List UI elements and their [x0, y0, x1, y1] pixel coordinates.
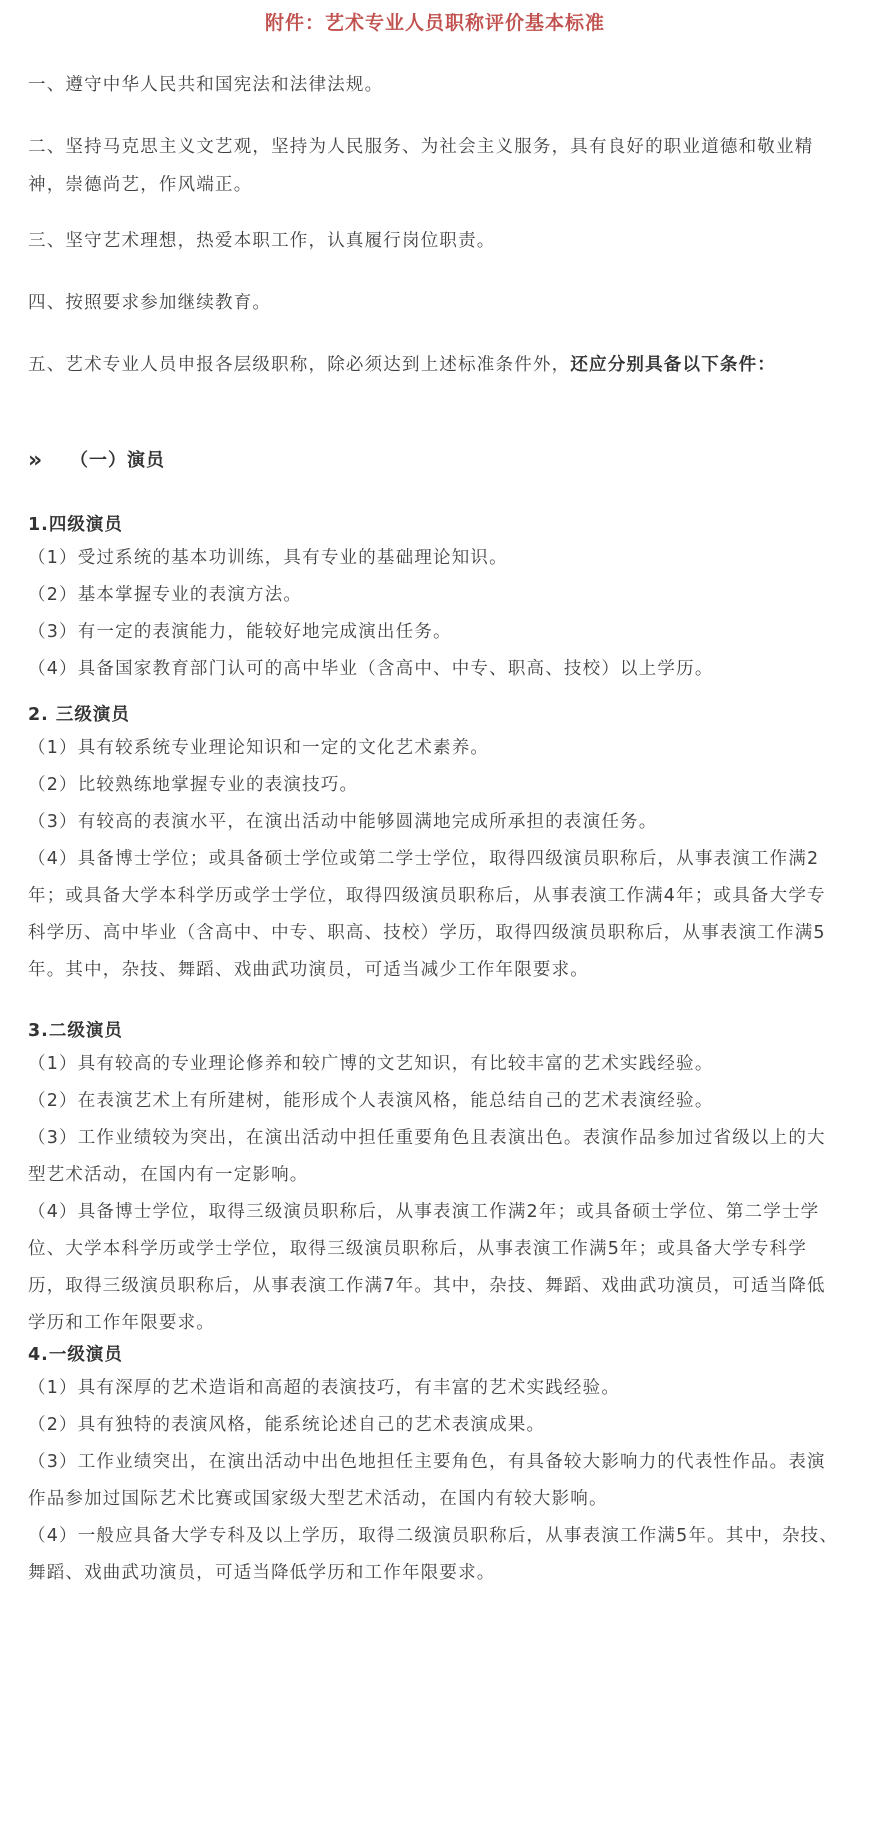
standard-1: 一、遵守中华人民共和国宪法和法律法规。	[28, 75, 384, 95]
document-title: 附件：艺术专业人员职称评价基本标准	[264, 12, 605, 34]
level-heading-2: 3.二级演员	[28, 1021, 123, 1041]
standard-4: 四、按照要求参加继续教育。	[28, 293, 272, 313]
list-item: （3）工作业绩突出，在演出活动中出色地担任主要角色，有具备较大影响力的代表性作品。表演作品参加过国际艺术比赛或国家级大型艺术活动，在国内有较大影响。	[28, 1452, 826, 1509]
level-1-list	[28, 1370, 840, 1592]
double-chevron-right-icon: »	[28, 448, 44, 473]
list-item: （3）工作业绩较为突出，在演出活动中担任重要角色且表演出色。表演作品参加过省级以上的大型艺术活动，在国内有一定影响。	[28, 1128, 826, 1185]
list-item: （2）比较熟练地掌握专业的表演技巧。	[28, 775, 359, 795]
list-item: （1）具有较高的专业理论修养和较广博的文艺知识，有比较丰富的艺术实践经验。	[28, 1054, 714, 1074]
list-item: （2）基本掌握专业的表演方法。	[28, 585, 303, 605]
list-item: （4）具备博士学位；或具备硕士学位或第二学士学位，取得四级演员职称后，从事表演工作满2年；或具备大学本科学历或学士学位，取得四级演员职称后，从事表演工作满4年；或具备大学专科学历、高中毕业（含高中、中专、职高、技校）学历，取得四级演员职称后，从事表演工作满5年。其中，杂技、舞蹈、戏曲武功演员，可适当减少工作年限要求。	[28, 849, 826, 980]
list-item: （3）有一定的表演能力，能较好地完成演出任务。	[28, 622, 452, 642]
level-heading-1: 4.一级演员	[28, 1345, 123, 1365]
list-item: （2）在表演艺术上有所建树，能形成个人表演风格，能总结自己的艺术表演经验。	[28, 1091, 714, 1111]
level-heading-3: 2. 三级演员	[28, 705, 130, 725]
list-item: （4）具备国家教育部门认可的高中毕业（含高中、中专、职高、技校）以上学历。	[28, 659, 714, 679]
standard-3: 三、坚守艺术理想，热爱本职工作，认真履行岗位职责。	[28, 231, 496, 251]
list-item: （1）受过系统的基本功训练，具有专业的基础理论知识。	[28, 548, 508, 568]
standard-5	[28, 346, 840, 384]
standard-2: 二、坚持马克思主义文艺观，坚持为人民服务、为社会主义服务，具有良好的职业道德和敬业精神，崇德尚艺，作风端正。	[28, 137, 814, 195]
list-item: （1）具有较系统专业理论知识和一定的文化艺术素养。	[28, 738, 490, 758]
list-item: （3）有较高的表演水平，在演出活动中能够圆满地完成所承担的表演任务。	[28, 812, 658, 832]
level-2-list	[28, 1046, 840, 1342]
standard-5-text: 五、艺术专业人员申报各层级职称，除必须达到上述标准条件外，	[28, 355, 571, 375]
list-item: （4）具备博士学位，取得三级演员职称后，从事表演工作满2年；或具备硕士学位、第二学士学位、大学本科学历或学士学位，取得三级演员职称后，从事表演工作满5年；或具备大学专科学历，取得三级演员职称后，从事表演工作满7年。其中，杂技、舞蹈、戏曲武功演员，可适当降低学历和工作年限要求。	[28, 1202, 826, 1333]
section-label: （一）演员	[70, 450, 165, 471]
section-heading-actor	[28, 442, 165, 480]
level-3-list	[28, 730, 840, 989]
level-4-list	[28, 540, 840, 688]
level-heading-4: 1.四级演员	[28, 515, 123, 535]
list-item: （1）具有深厚的艺术造诣和高超的表演技巧，有丰富的艺术实践经验。	[28, 1378, 621, 1398]
list-item: （4）一般应具备大学专科及以上学历，取得二级演员职称后，从事表演工作满5年。其中，杂技、舞蹈、戏曲武功演员，可适当降低学历和工作年限要求。	[28, 1526, 839, 1583]
list-item: （2）具有独特的表演风格，能系统论述自己的艺术表演成果。	[28, 1415, 546, 1435]
standard-5-emphasis: 还应分别具备以下条件：	[570, 355, 777, 375]
